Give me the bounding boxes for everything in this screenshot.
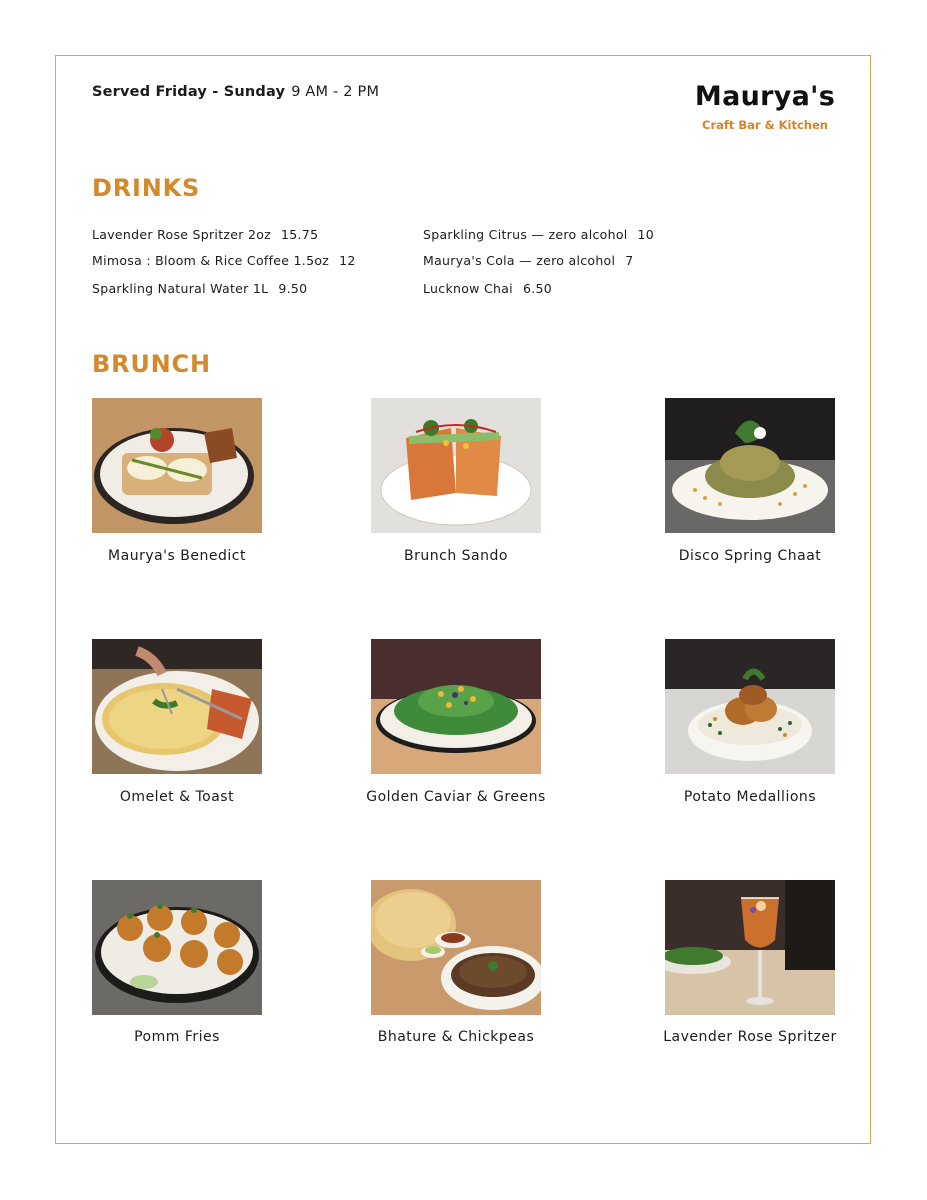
brunch-item-label: Golden Caviar & Greens xyxy=(366,789,546,805)
brunch-item-label: Omelet & Toast xyxy=(119,789,235,805)
drink-item: Mimosa : Bloom & Rice Coffee 1.5oz 12 xyxy=(92,253,356,268)
omelet-photo xyxy=(92,639,262,774)
logo-subtitle: Craft Bar & Kitchen xyxy=(702,118,828,132)
brunch-item-label: Potato Medallions xyxy=(683,789,817,805)
spritzer-photo xyxy=(665,880,835,1015)
brunch-item-label: Maurya's Benedict xyxy=(108,548,246,564)
drink-item: Sparkling Citrus — zero alcohol 10 xyxy=(423,227,655,242)
sando-photo xyxy=(371,398,541,533)
served-days: Served Friday - Sunday xyxy=(92,84,286,100)
drink-item: Sparkling Natural Water 1L 9.50 xyxy=(92,281,308,296)
drink-item: Lucknow Chai 6.50 xyxy=(423,281,552,296)
pomm-fries-photo xyxy=(92,880,262,1015)
drink-item: Lavender Rose Spritzer 2oz 15.75 xyxy=(92,227,319,242)
brunch-item-label: Bhature & Chickpeas xyxy=(377,1029,535,1045)
served-hours: 9 AM - 2 PM xyxy=(291,84,380,100)
logo-name: Maurya's xyxy=(694,81,836,112)
drink-item: Maurya's Cola — zero alcohol 7 xyxy=(423,253,634,268)
service-hours xyxy=(92,84,379,100)
brunch-item-label: Disco Spring Chaat xyxy=(678,548,822,564)
brunch-item-label: Lavender Rose Spritzer xyxy=(663,1029,837,1045)
bhature-photo xyxy=(371,880,541,1015)
brunch-item-label: Pomm Fries xyxy=(134,1029,220,1045)
chaat-photo xyxy=(665,398,835,533)
restaurant-logo xyxy=(690,80,840,132)
brunch-heading: BRUNCH xyxy=(92,350,211,378)
drinks-heading: DRINKS xyxy=(92,174,201,202)
potato-medallions-photo xyxy=(665,639,835,774)
brunch-item-label: Brunch Sando xyxy=(404,548,508,564)
caviar-greens-photo xyxy=(371,639,541,774)
benedict-photo xyxy=(92,398,262,533)
